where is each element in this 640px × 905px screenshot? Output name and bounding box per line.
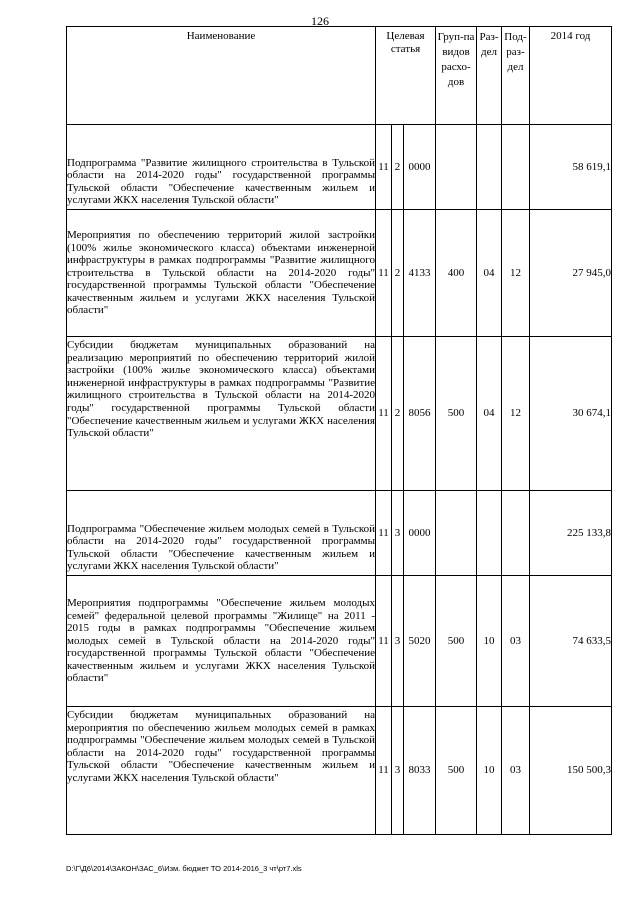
row-code-b: 2: [392, 337, 404, 491]
row-group: 400: [436, 210, 477, 337]
row-amount: 27 945,0: [530, 210, 612, 337]
row-group: [436, 125, 477, 210]
row-code-b: 3: [392, 491, 404, 576]
row-group: [436, 491, 477, 576]
row-subsection: 03: [502, 707, 530, 835]
row-code-a: 11: [376, 210, 392, 337]
budget-table: [66, 26, 612, 835]
row-subsection: 12: [502, 210, 530, 337]
footer-file-path: D:\Г\Д6\2014\ЗАКОН\ЗАС_6\Изм. бюджет ТО 2014-2016_3 чт\рт7.xls: [66, 864, 302, 873]
table-row: [67, 337, 612, 491]
row-name: Подпрограмма "Развитие жилищного строительства в Тульской области на 2014-2020 годы" государственной программы Тульской области "Обеспечение качественным жильем и услугами ЖКХ населения Тульской области": [67, 125, 376, 210]
row-code-a: 11: [376, 337, 392, 491]
row-name: Мероприятия подпрограммы "Обеспечение жильем молодых семей" федеральной целевой программы "Жилище" на 2011 - 2015 годы в рамках подпрограммы "Обеспечение жильем молодых семей в Тульской области на 2014-2020 годы" государственной программы Тульской области "Обеспечение качественным жильем и услугами ЖКХ населения Тульской области": [67, 576, 376, 707]
row-code-a: 11: [376, 491, 392, 576]
row-code-c: 0000: [404, 491, 436, 576]
row-section: 04: [477, 210, 502, 337]
row-code-b: 2: [392, 210, 404, 337]
row-code-b: 2: [392, 125, 404, 210]
row-name: Субсидии бюджетам муниципальных образований на мероприятия по обеспечению жильем молодых семей в рамках подпрограммы "Обеспечение жильем молодых семей в Тульской области на 2014-2020 годы" государственной программы Тульской области "Обеспечение качественным жильем и услугами ЖКХ населения Тульской области": [67, 707, 376, 835]
row-group: 500: [436, 707, 477, 835]
row-subsection: [502, 125, 530, 210]
row-code-a: 11: [376, 707, 392, 835]
row-group: 500: [436, 576, 477, 707]
row-code-a: 11: [376, 576, 392, 707]
table-row: [67, 576, 612, 707]
row-code-b: 3: [392, 707, 404, 835]
row-amount: 58 619,1: [530, 125, 612, 210]
row-section: [477, 491, 502, 576]
row-code-b: 3: [392, 576, 404, 707]
header-expense-group: Груп-па видов расхо-дов: [436, 27, 477, 125]
table-row: [67, 125, 612, 210]
row-code-c: 8056: [404, 337, 436, 491]
row-section: [477, 125, 502, 210]
row-name: Подпрограмма "Обеспечение жильем молодых семей в Тульской области на 2014-2020 годы" государственной программы Тульской области "Обеспечение качественным жильем и услугами ЖКХ населения Тульской области": [67, 491, 376, 576]
row-subsection: 03: [502, 576, 530, 707]
row-section: 10: [477, 576, 502, 707]
row-section: 10: [477, 707, 502, 835]
header-name: Наименование: [67, 27, 376, 125]
header-target-article: Целевая статья: [376, 27, 436, 125]
row-code-c: 8033: [404, 707, 436, 835]
row-section: 04: [477, 337, 502, 491]
row-code-c: 0000: [404, 125, 436, 210]
row-code-a: 11: [376, 125, 392, 210]
row-code-c: 5020: [404, 576, 436, 707]
page-number: 126: [311, 14, 329, 28]
row-code-c: 4133: [404, 210, 436, 337]
row-amount: 30 674,1: [530, 337, 612, 491]
header-subsection: Под-раз-дел: [502, 27, 530, 125]
table-row: [67, 707, 612, 835]
table-row: [67, 210, 612, 337]
row-amount: 225 133,8: [530, 491, 612, 576]
header-section: Раз-дел: [477, 27, 502, 125]
row-subsection: 12: [502, 337, 530, 491]
header-year: 2014 год: [530, 27, 612, 125]
header-row: [67, 27, 612, 125]
table-row: [67, 491, 612, 576]
row-subsection: [502, 491, 530, 576]
row-name: Мероприятия по обеспечению территорий жилой застройки (100% жилье экономического класса) объектами инженерной инфраструктуры в рамках подпрограммы "Развитие жилищного строительства в Тульской области на 2014-2020 годы" государственной программы Тульской области "Обеспечение качественным жильем и услугами ЖКХ населения Тульской области": [67, 210, 376, 337]
row-amount: 150 500,3: [530, 707, 612, 835]
row-name: Субсидии бюджетам муниципальных образований на реализацию мероприятий по обеспечению территорий жилой застройки (100% жилье экономического класса) объектами инженерной инфраструктуры в рамках подпрограммы "Развитие жилищного строительства в Тульской области на 2014-2020 годы" государственной программы Тульской области "Обеспечение качественным жильем и услугами ЖКХ населения Тульской области": [67, 337, 376, 491]
row-amount: 74 633,5: [530, 576, 612, 707]
row-group: 500: [436, 337, 477, 491]
